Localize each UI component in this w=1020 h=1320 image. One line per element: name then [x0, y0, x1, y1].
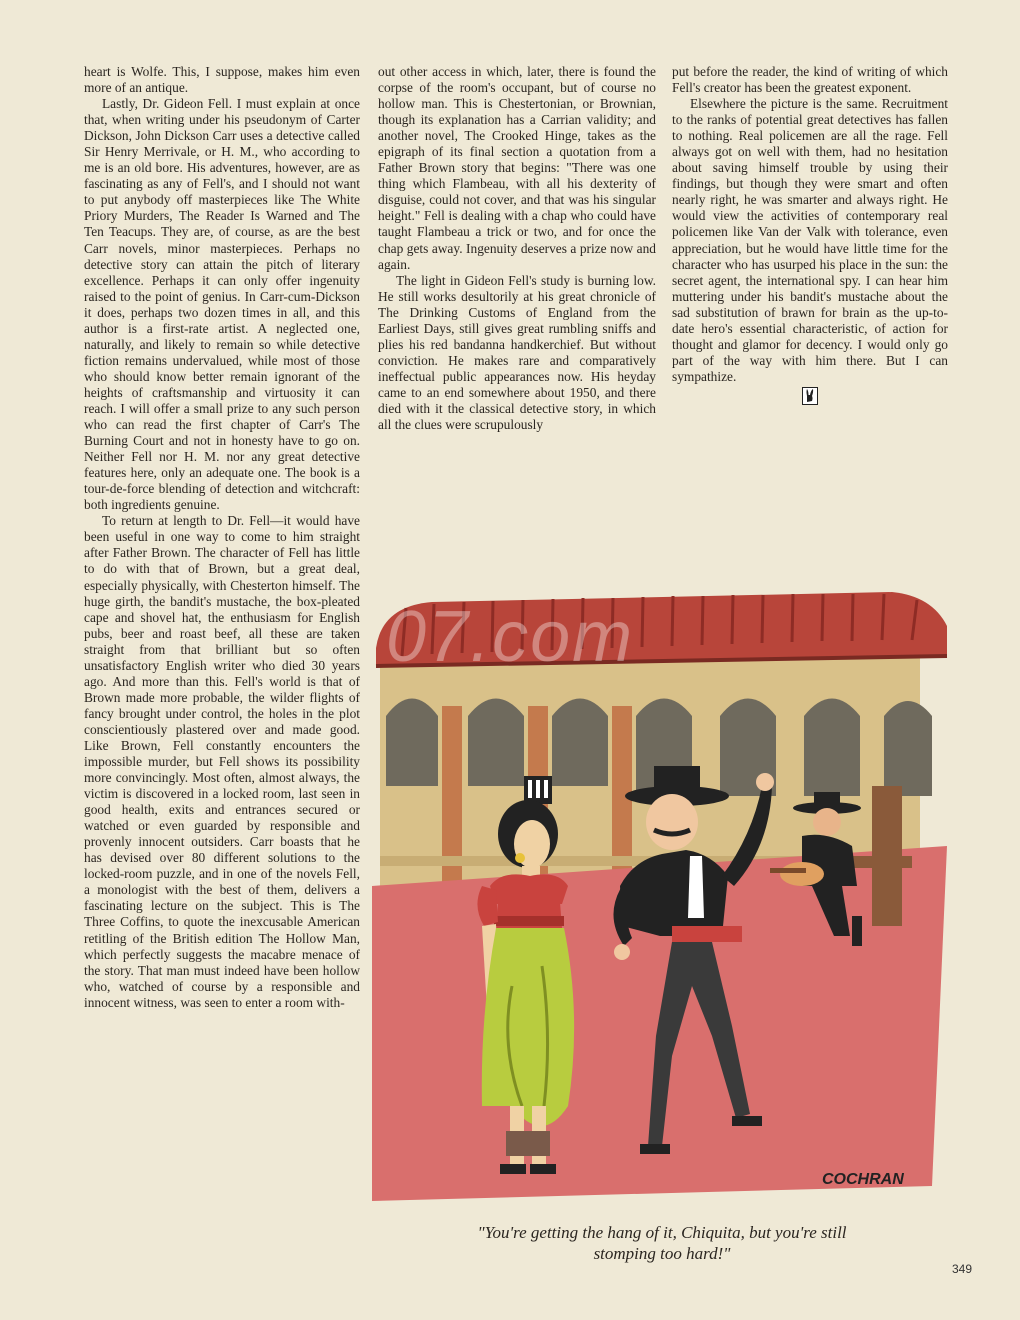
- article-paragraph: heart is Wolfe. This, I suppose, makes him even more of an antique.: [84, 64, 360, 96]
- article-paragraph: out other access in which, later, there is found the corpse of the room's occupant, but of course no hollow man. This is Chestertonian, or Brownian, though its explanation has a Carrian validity; and another novel, The Crooked Hinge, takes as the epigraph of its final section a quotation from a Father Brown story that begins: "There was one thing which Flambeau, with all his dexterity of disguise, could not cover, and that was his singular height." Fell is dealing with a chap who could have taught Flambeau a trick or two, and for once the chap gets away. Ingenuity deserves a prize now and again.: [378, 64, 656, 272]
- article-paragraph: Elsewhere the picture is the same. Recruitment to the ranks of potential great detectives has fallen to nothing. Real policemen are all the rage. Fell always got on well with them, had no hesitation about saving himself trouble by using their findings, but though they were smart and often nearly right, he was smarter and always right. He would view the activities of contemporary real policemen like Van der Valk with tolerance, even appreciation, but he would have little time for the character who has usurped his place in the sun: the secret agent, the international spy. I can hear him muttering under his bandit's mustache about the sad substitution of brawn for brain as the up-to-date hero's essential characteristic, of action for thought and glamor for decency. I would only go part of the way with him there. But I can sympathize.: [672, 96, 948, 384]
- article-column-3: [672, 64, 948, 405]
- playboy-bunny-end-icon: [802, 387, 818, 405]
- article-column-1: [84, 64, 360, 1011]
- artist-signature: COCHRAN: [822, 1171, 904, 1188]
- cartoon-caption: "You're getting the hang of it, Chiquita, but you're still stomping too hard!": [477, 1223, 847, 1263]
- article-paragraph: put before the reader, the kind of writing of which Fell's creator has been the greatest exponent.: [672, 64, 948, 96]
- watermark-text: 07.com: [386, 597, 635, 677]
- article-paragraph: To return at length to Dr. Fell—it would have been useful in one way to come to him straight after Father Brown. The character of Fell has little to do with that of Brown, but a great deal, especially physically, with Chesterton himself. The huge girth, the bandit's mustache, the box-pleated cape and shovel hat, the enthusiasm for English pubs, beer and roast beef, all these are taken straight from that brilliant but so often unsatisfactory English writer who died 30 years ago. And more than this. Fell's world is that of Brown made more probable, the wilder flights of fancy brought under control, the holes in the plot conscientiously plastered over and made good. Like Brown, Fell constantly encounters the impossible murder, but Fell shows its possibility more convincingly. Most often, almost always, the victim is discovered in a locked room, last seen in good health, exits and entrances secured or watched or even guarded by responsible and provenly innocent outsiders. Carr boasts that he has devised over 80 different solutions to the locked-room puzzle, and in one of the novels Fell, a monologist with the best of them, delivers a fascinating lecture on the subject. This is The Three Coffins, to quote the inexcusable American retitling of the British edition The Hollow Man, which perfectly suggests the macabre menace of the story. That man must indeed have been hollow who, watched of course by a responsible and innocent witness, was seen to enter a room with-: [84, 513, 360, 1010]
- cartoon-illustration: [372, 586, 954, 1204]
- article-paragraph: The light in Gideon Fell's study is burning low. He still works desultorily at his great chronicle of The Drinking Customs of England from the Earliest Days, still gives great rumbling sniffs and plies his red bandanna handkerchief. But without conviction. He makes rare and comparatively ineffectual public appearances now. His heyday came to an end somewhere about 1950, and there died with it the classical detective story, in which all the clues were scrupulously: [378, 272, 656, 433]
- article-column-2: [378, 64, 656, 433]
- article-paragraph: Lastly, Dr. Gideon Fell. I must explain at once that, when writing under his pseudonym of Carter Dickson, John Dickson Carr uses a detective called Sir Henry Merrivale, or H. M., who according to me is an old bore. His adventures, however, are as fascinating as any of Fell's, and I should not want to put anybody off masterpieces like The White Priory Murders, The Reader Is Warned and The Ten Teacups. They are, of course, as are the best Carr novels, minor masterpieces. Perhaps no detective story can attain the pitch of literary excellence. Perhaps it can only offer ingenuity raised to the point of genius. In Carr-cum-Dickson it does, perhaps two dozen times in all, and this author is a first-rate artist. A neglected one, naturally, and likely to remain so while detective fiction remains undervalued, while most of those who should know better remain ignorant of the heights of craftsmanship and virtuosity it can reach. I will offer a small prize to any such person who can read the first chapter of Carr's The Burning Court and not in honesty have to go on. Neither Fell nor H. M. nor any great detective features here, only an adequate one. The book is a tour-de-force blending of detection and witchcraft: both ingredients genuine.: [84, 96, 360, 513]
- page-number: 349: [952, 1262, 973, 1276]
